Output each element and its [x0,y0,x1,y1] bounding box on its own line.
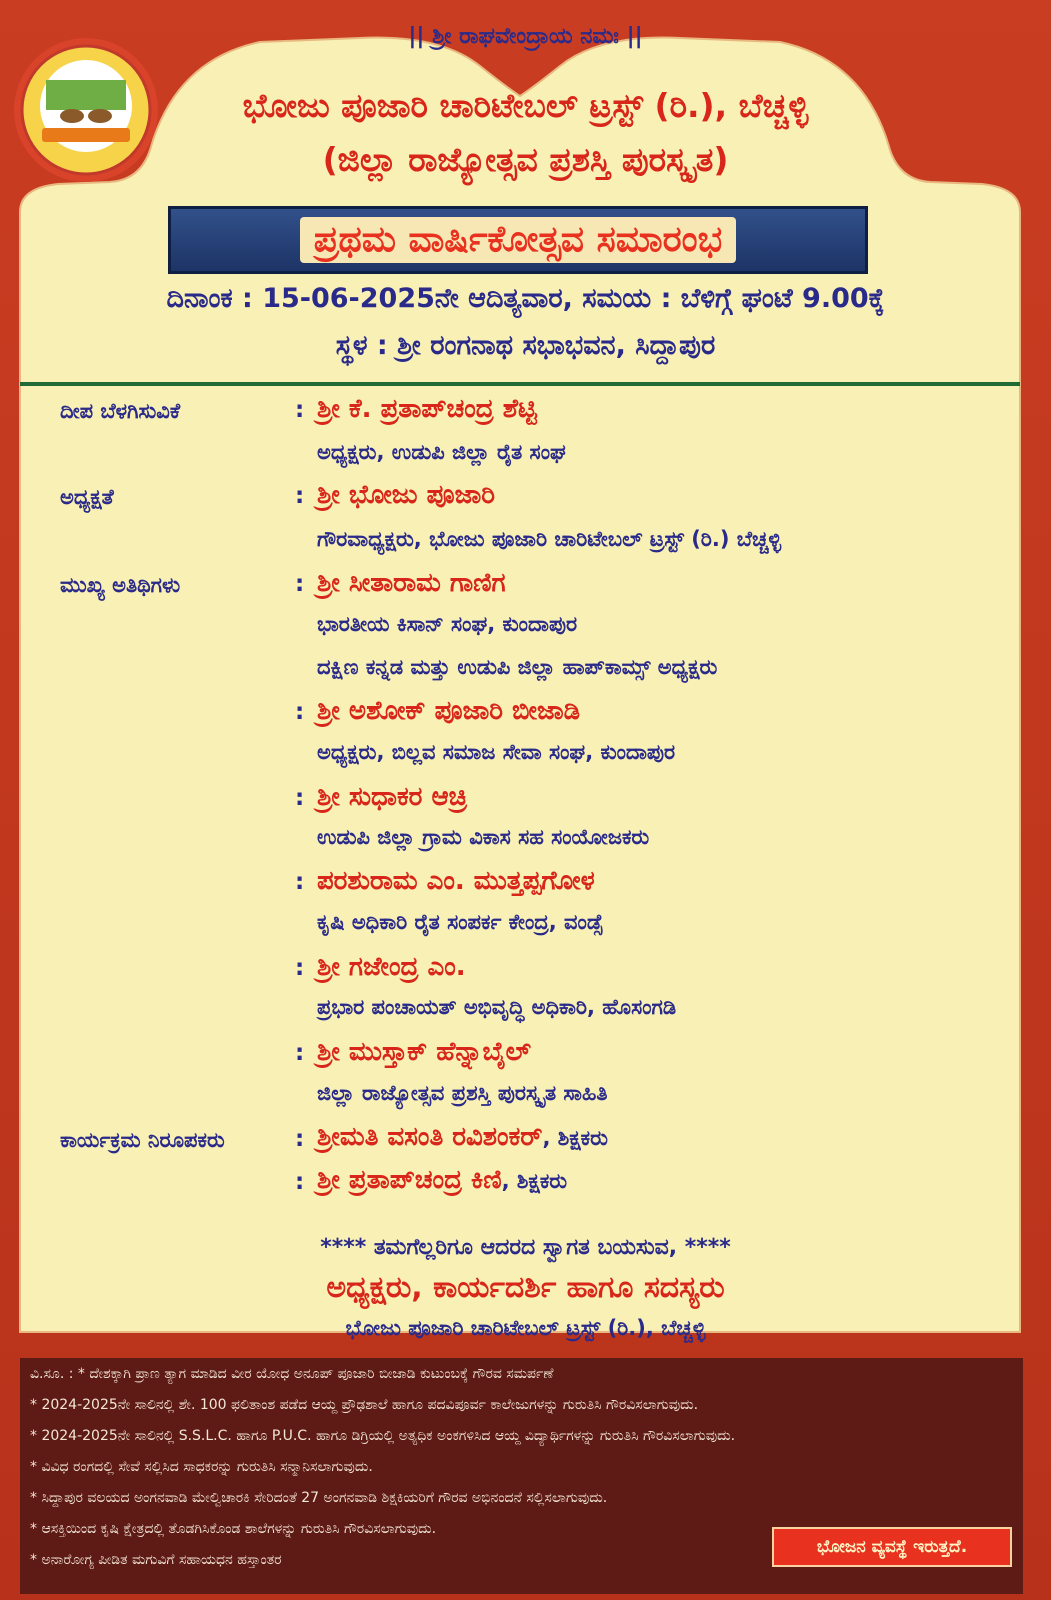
colon: : [295,955,305,981]
award-subtitle: (ಜಿಲ್ಲಾ ರಾಜ್ಯೋತ್ಸವ ಪ್ರಶಸ್ತಿ ಪುರಸ್ಕೃತ) [322,140,729,179]
guest-2-desc: ಅಧ್ಯಕ್ಷರು, ಬಿಲ್ಲವ ಸಮಾಜ ಸೇವಾ ಸಂಘ, ಕುಂದಾಪುರ [317,740,676,764]
guest-3-name: ಶ್ರೀ ಸುಧಾಕರ ಆಚ್ರಿ [317,782,468,812]
colon: : [295,869,305,895]
note-item: * ಅನಾರೋಗ್ಯ ಪೀಡಿತ ಮಗುವಿಗೆ ಸಹಾಯಧನ ಹಸ್ತಾಂತರ [30,1552,282,1568]
venue-line: ಸ್ಥಳ : ಶ್ರೀ ರಂಗನಾಥ ಸಭಾಭವನ, ಸಿದ್ದಾಪುರ [335,330,716,361]
mc-2 [317,1165,567,1196]
mc-1-name: ಶ್ರೀಮತಿ ವಸಂತಿ ರವಿಶಂಕರ್ [317,1122,543,1152]
divider [20,382,1020,386]
mc-2-name: ಶ್ರೀ ಪ್ರತಾಪ್‌ಚಂದ್ರ ಕಿಣಿ [317,1165,502,1195]
guest-5-name: ಶ್ರೀ ಗಜೇಂದ್ರ ಎಂ. [317,952,466,982]
note-item: * 2024-2025ನೇ ಸಾಲಿನಲ್ಲಿ S.S.L.C. ಹಾಗೂ P.U.C. ಹಾಗೂ ಡಿಗ್ರಿಯಲ್ಲಿ ಅತ್ಯಧಿಕ ಅಂಕಗಳಿಸಿದ ಆಯ್ದ ವಿದ್ಯಾರ್ಥಿಗಳನ್ನು ಗುರುತಿಸಿ ಗೌರವಿಸಲಾಗುವುದು. [30,1428,736,1444]
guest-2-name: ಶ್ರೀ ಅಶೋಕ್ ಪೂಜಾರಿ ಬೀಜಾಡಿ [317,696,581,726]
note-item: ವಿ.ಸೂ. : * ದೇಶಕ್ಕಾಗಿ ಪ್ರಾಣ ತ್ಯಾಗ ಮಾಡಿದ ವೀರ ಯೋಧ ಅನೂಪ್ ಪೂಜಾರಿ ಬೀಜಾಡಿ ಕುಟುಂಬಕ್ಕೆ ಗೌರವ ಸಮರ್ಪಣೆ [30,1366,554,1382]
note-item: * ಆಸಕ್ತಿಯಿಂದ ಕೃಷಿ ಕ್ಷೇತ್ರದಲ್ಲಿ ತೊಡಗಿಸಿಕೊಂಡ ಶಾಲೆಗಳನ್ನು ಗುರುತಿಸಿ ಗೌರವಿಸಲಾಗುವುದು. [30,1521,437,1537]
note-item: * ಸಿದ್ದಾಪುರ ವಲಯದ ಅಂಗನವಾಡಿ ಮೇಲ್ವಿಚಾರಕಿ ಸೇರಿದಂತೆ 27 ಅಂಗನವಾಡಿ ಶಿಕ್ಷಕಿಯರಿಗೆ ಗೌರವ ಅಭಿನಂದನೆ ಸಲ್ಲಿಸಲಾಗುವುದು. [30,1490,608,1506]
note-item: * 2024-2025ನೇ ಸಾಲಿನಲ್ಲಿ ಶೇ. 100 ಫಲಿತಾಂಶ ಪಡೆದ ಆಯ್ದ ಪ್ರೌಢಶಾಲೆ ಹಾಗೂ ಪದವಿಪೂರ್ವ ಕಾಲೇಜುಗಳನ್ನು ಗುರುತಿಸಿ ಗೌರವಿಸಲಾಗುವುದು. [30,1397,699,1413]
colon: : [295,1040,305,1066]
colon: : [295,1126,305,1152]
chair-desc: ಗೌರವಾಧ್ಯಕ್ಷರು, ಭೋಜು ಪೂಜಾರಿ ಚಾರಿಟೇಬಲ್ ಟ್ರಸ್ಟ್ (ರಿ.) ಬೆಚ್ಚಳ್ಳಿ [317,527,782,551]
guest-6-name: ಶ್ರೀ ಮುಸ್ತಾಕ್ ಹೆನ್ನಾಬೈಲ್ [317,1037,531,1067]
lamp-name: ಶ್ರೀ ಕೆ. ಪ್ರತಾಪ್‌ಚಂದ್ರ ಶೆಟ್ಟಿ [317,394,537,424]
note-item: * ವಿವಿಧ ರಂಗದಲ್ಲಿ ಸೇವೆ ಸಲ್ಲಿಸಿದ ಸಾಧಕರನ್ನು ಗುರುತಿಸಿ ಸನ್ಮಾನಿಸಲಾಗುವುದು. [30,1459,373,1475]
colon: : [295,699,305,725]
colon: : [295,785,305,811]
date-time-line: ದಿನಾಂಕ : 15-06-2025ನೇ ಆದಿತ್ಯವಾರ, ಸಮಯ : ಬೆಳಿಗ್ಗೆ ಘಂಟೆ 9.00ಕ್ಕೆ [166,283,885,314]
guest-4-desc: ಕೃಷಿ ಅಧಿಕಾರಿ ರೈತ ಸಂಪರ್ಕ ಕೇಂದ್ರ, ವಂಡ್ಸೆ [317,910,604,934]
event-title-banner [168,206,868,274]
guest-5-desc: ಪ್ರಭಾರ ಪಂಚಾಯತ್ ಅಭಿವೃದ್ಧಿ ಅಧಿಕಾರಿ, ಹೊಸಂಗಡಿ [317,995,677,1019]
mc-label: ಕಾರ್ಯಕ್ರಮ ನಿರೂಪಕರು [60,1128,225,1152]
colon: : [295,397,305,423]
guest-1-desc: ದಕ್ಷಿಣ ಕನ್ನಡ ಮತ್ತು ಉಡುಪಿ ಜಿಲ್ಲಾ ಹಾಪ್‌ಕಾಮ್ಸ್ ಅಧ್ಯಕ್ಷರು [317,655,718,679]
welcome-line: **** ತಮಗೆಲ್ಲರಿಗೂ ಆದರದ ಸ್ವಾಗತ ಬಯಸುವ, **** [320,1235,731,1260]
event-title: ಪ್ರಥಮ ವಾರ್ಷಿಕೋತ್ಸವ ಸಮಾರಂಭ [300,217,736,263]
invocation-line: || ಶ್ರೀ ರಾಘವೇಂದ್ರಾಯ ನಮಃ || [408,24,643,49]
colon: : [295,1169,305,1195]
colon: : [295,483,305,509]
hosts-line: ಅಧ್ಯಕ್ಷರು, ಕಾರ್ಯದರ್ಶಿ ಹಾಗೂ ಸದಸ್ಯರು [326,1270,725,1305]
guest-6-desc: ಜಿಲ್ಲಾ ರಾಜ್ಯೋತ್ಸವ ಪ್ರಶಸ್ತಿ ಪುರಸ್ಕೃತ ಸಾಹಿತಿ [317,1081,608,1105]
mc-1 [317,1122,608,1153]
guest-1-desc: ಭಾರತೀಯ ಕಿಸಾನ್ ಸಂಘ, ಕುಂದಾಪುರ [317,612,578,636]
mc-2-role: , ಶಿಕ್ಷಕರು [501,1169,568,1193]
chair-name: ಶ್ರೀ ಭೋಜು ಪೂಜಾರಿ [317,480,495,510]
guests-label: ಮುಖ್ಯ ಅತಿಥಿಗಳು [60,573,181,597]
trust-name-heading: ಭೋಜು ಪೂಜಾರಿ ಚಾರಿಟೇಬಲ್ ಟ್ರಸ್ಟ್ (ರಿ.), ಬೆಚ್ಚಳ್ಳಿ [242,86,809,125]
meal-arrangement-badge: ಭೋಜನ ವ್ಯವಸ್ಥೆ ಇರುತ್ತದೆ. [772,1527,1012,1567]
guest-3-desc: ಉಡುಪಿ ಜಿಲ್ಲಾ ಗ್ರಾಮ ವಿಕಾಸ ಸಹ ಸಂಯೋಜಕರು [317,825,650,849]
guest-4-name: ಪರಶುರಾಮ ಎಂ. ಮುತ್ತಪ್ಪಗೋಳ [317,866,595,896]
lamp-desc: ಅಧ್ಯಕ್ಷರು, ಉಡುಪಿ ಜಿಲ್ಲಾ ರೈತ ಸಂಘ [317,440,566,464]
colon: : [295,571,305,597]
chair-label: ಅಧ್ಯಕ್ಷತೆ [60,485,114,509]
lamp-label: ದೀಪ ಬೆಳಗಿಸುವಿಕೆ [60,399,181,423]
hosts-org-line: ಭೋಜು ಪೂಜಾರಿ ಚಾರಿಟೇಬಲ್ ಟ್ರಸ್ಟ್ (ರಿ.), ಬೆಚ್ಚಳ್ಳಿ [345,1316,706,1340]
mc-1-role: , ಶಿಕ್ಷಕರು [542,1126,608,1150]
guest-1-name: ಶ್ರೀ ಸೀತಾರಾಮ ಗಾಣಿಗ [317,568,506,598]
